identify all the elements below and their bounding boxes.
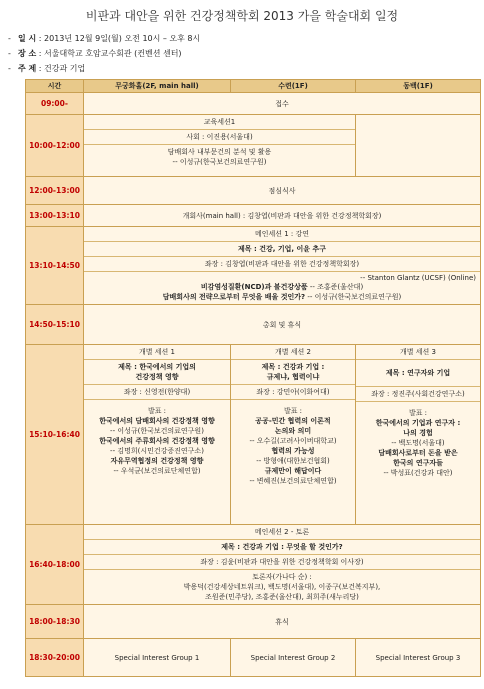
session-label: 개별 세션 3: [356, 345, 480, 360]
schedule-page: [0, 7, 484, 689]
talk-speaker: -- 오수길(고려사이버대학교): [249, 437, 337, 445]
session-title: 제목 : 연구자와 기업: [356, 360, 480, 387]
sig-3-cell: Special Interest Group 3: [356, 639, 481, 677]
session-chair: 좌장 : 김윤(비판과 대안을 위한 건강정책학회 이사장): [84, 555, 480, 570]
session-chair: 사회 : 이진용(서울대): [84, 130, 355, 145]
table-row: [26, 177, 481, 205]
sig-1-cell: Special Interest Group 1: [84, 639, 231, 677]
time-cell: 18:30-20:00: [26, 639, 84, 677]
table-row: [26, 605, 481, 639]
time-cell: 12:00-13:00: [26, 177, 84, 205]
table-row: [26, 93, 481, 115]
empty-cell: [356, 115, 481, 177]
talk-speaker: -- 박성표(건강과 대안): [383, 469, 453, 477]
sig-2-cell: Special Interest Group 2: [231, 639, 356, 677]
talk-title: 공공-민간 협력의 이론적: [255, 417, 331, 425]
talk-title-2: 나의 경험: [403, 429, 433, 437]
session-title: 제목 : 한국에서의 기업의: [118, 363, 196, 371]
talk-title-2: 한국의 연구자들: [393, 459, 443, 467]
session-theme: 제목 : 건강과 기업 : 무엇을 할 것인가?: [84, 540, 480, 555]
talk-title: 한국에서의 주류회사의 건강정책 영향: [99, 437, 215, 445]
table-row: [26, 115, 481, 177]
schedule-table: [25, 79, 481, 677]
session-chair: 좌장 : 김창엽(비판과 대안을 위한 건강정책학회장): [84, 257, 480, 272]
lunch-cell: 점심식사: [84, 177, 481, 205]
time-cell: 13:00-13:10: [26, 205, 84, 227]
session-chair: 좌장 : 정진주(사회건강연구소): [356, 387, 480, 402]
talk-title: 자유무역협정의 건강정책 영향: [110, 457, 204, 465]
panel-label: 토론자(가나다 순) :: [252, 573, 312, 581]
table-row: [26, 345, 481, 525]
time-cell: 10:00-12:00: [26, 115, 84, 177]
table-row: [26, 305, 481, 345]
registration-cell: 접수: [84, 93, 481, 115]
time-cell: 16:40-18:00: [26, 525, 84, 605]
header-main-hall: 무궁화홀(2F, main hall): [84, 80, 231, 93]
talk-title: 규제만이 해답이다: [264, 467, 322, 475]
session-topic: 담배회사 내부문건의 분석 및 활용: [167, 148, 272, 156]
session-label: 개별 세션 1: [84, 345, 230, 360]
info-date: - 일 시 : 2013년 12월 9일(월) 오전 10시 – 오후 8시: [8, 34, 201, 43]
presentations-label: 발표 :: [283, 407, 303, 415]
table-row: [26, 639, 481, 677]
time-cell: 14:50-15:10: [26, 305, 84, 345]
session-title-2: 규제냐, 협력이냐: [266, 373, 320, 381]
session-label: 교육세션1: [84, 115, 355, 130]
panel-members-1: 박용덕(건강세상네트워크), 백도명(서울대), 이종구(보건복지부),: [183, 583, 381, 591]
table-row: [26, 525, 481, 605]
session-theme: 제목 : 건강, 기업, 이윤 추구: [84, 242, 480, 257]
talk-title: 한국에서의 기업과 연구자 :: [375, 419, 461, 427]
table-header-row: [26, 80, 481, 93]
table-row: [26, 227, 481, 305]
session-speaker: -- 이성규(한국보건의료연구원): [172, 158, 267, 166]
time-cell: 15:10-16:40: [26, 345, 84, 525]
time-cell: 09:00-: [26, 93, 84, 115]
presentations-label: 발표 :: [147, 407, 167, 415]
session-label: 메인세션 2 - 토론: [84, 525, 480, 540]
event-info: [0, 31, 484, 76]
info-theme: - 주 제 : 건강과 기업: [8, 64, 86, 73]
talk-2: 비감염성질환(NCD)과 불건강상품 -- 조홍준(울산대): [200, 283, 364, 291]
page-title: 비판과 대안을 위한 건강정책학회 2013 가을 학술대회 일정: [85, 9, 399, 23]
presentations-label: 발표 :: [408, 409, 428, 417]
talk-speaker: -- 방형애(대한보건협회): [256, 457, 330, 465]
break-cell: 휴식: [84, 605, 481, 639]
talk-title-2: 논의와 의미: [274, 427, 312, 435]
opening-cell: 개회사(main hall) : 김창엽(비판과 대안을 위한 건강정책학회장): [84, 205, 481, 227]
main-session-1-cell: [84, 227, 481, 305]
main-session-2-cell: [84, 525, 481, 605]
session-1-cell: [84, 345, 231, 525]
session-chair: 좌장 : 강민아(이화여대): [231, 385, 355, 400]
speaker-1: -- Stanton Glantz (UCSF) (Online): [360, 274, 476, 282]
header-time: 시간: [26, 80, 84, 93]
session-label: 메인세션 1 : 강연: [84, 227, 480, 242]
session-title-2: 건강정책 영향: [135, 373, 179, 381]
talk-speaker: -- 백도명(서울대): [391, 439, 445, 447]
session-3-cell: [356, 345, 481, 525]
talk-title: 한국에서의 담배회사의 건강정책 영향: [99, 417, 215, 425]
panel-members-2: 조원준(민주당), 조홍준(울산대), 최희주(새누리당): [205, 593, 359, 601]
talk-title: 담배회사로부터 돈을 받은: [378, 449, 458, 457]
time-cell: 13:10-14:50: [26, 227, 84, 305]
talk-speaker: -- 이성규(한국보건의료연구원): [110, 427, 204, 435]
header-suryeon: 수련(1F): [231, 80, 356, 93]
talk-speaker: -- 변혜진(보건의료단체연합): [249, 477, 337, 485]
education-session-cell: [84, 115, 356, 177]
session-label: 개별 세션 2: [231, 345, 355, 360]
talk-3: 담배회사의 전략으로부터 무엇을 배울 것인가? -- 이성규(한국보건의료연구원): [162, 293, 402, 301]
info-venue: - 장 소 : 서울대학교 호암교수회관 (컨벤션 센터): [8, 49, 182, 58]
session-title: 제목 : 건강과 기업 :: [261, 363, 325, 371]
session-chair: 좌장 : 신영전(한양대): [84, 385, 230, 400]
talk-title: 협력의 가능성: [271, 447, 315, 455]
table-row: [26, 205, 481, 227]
header-dongbaek: 동백(1F): [356, 80, 481, 93]
time-cell: 18:00-18:30: [26, 605, 84, 639]
talk-speaker: -- 우석균(보건의료단체연합): [113, 467, 201, 475]
talk-speaker: -- 김명희(시민건강증진연구소): [110, 447, 204, 455]
session-2-cell: [231, 345, 356, 525]
general-meeting-cell: 총회 및 휴식: [84, 305, 481, 345]
